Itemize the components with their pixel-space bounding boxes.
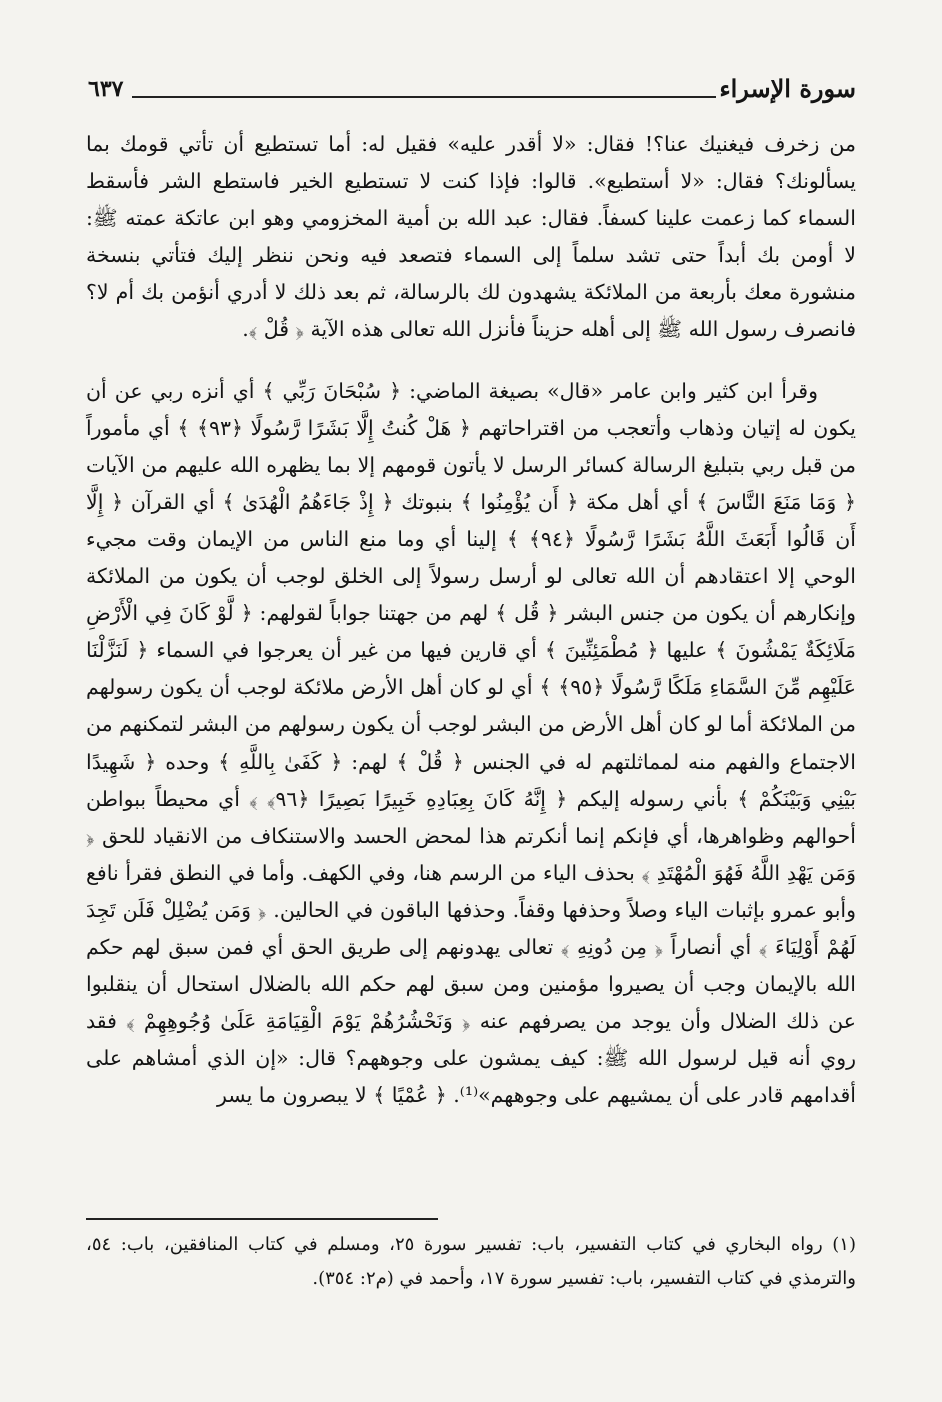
main-text [86, 126, 856, 1114]
paragraph-2: وقرأ ابن كثير وابن عامر «قال» بصيغة الماضي: ﴿ سُبْحَانَ رَبِّي ﴾ أي أنزه ربي عن أن يكون له إتيان وذهاب وأتعجب من اقتراحاتهم ﴿ هَلْ كُنتُ إِلَّا بَشَرًا رَّسُولًا ﴿٩٣﴾ ﴾ أي مأموراً من قبل ربي بتبليغ الرسالة كسائر الرسل لا يأتون قومهم إلا بما يظهره الله عليهم من الآيات ﴿ وَمَا مَنَعَ النَّاسَ ﴾ أي أهل مكة ﴿ أَن يُؤْمِنُوا ﴾ بنبوتك ﴿ إِذْ جَاءَهُمُ الْهُدَىٰ ﴾ أي القرآن ﴿ إِلَّا أَن قَالُوا أَبَعَثَ اللَّهُ بَشَرًا رَّسُولًا ﴿٩٤﴾ ﴾ إلينا أي وما منع الناس من الإيمان وقت مجيء الوحي إلا اعتقادهم أن الله تعالى لو أرسل رسولاً إلى الخلق لوجب أن يكون من الملائكة وإنكارهم أن يكون من جنس البشر ﴿ قُل ﴾ لهم من جهتنا جواباً لقولهم: ﴿ لَّوْ كَانَ فِي الْأَرْضِ مَلَائِكَةٌ يَمْشُونَ ﴾ عليها ﴿ مُطْمَئِنِّينَ ﴾ أي قارين فيها من غير أن يعرجوا في السماء ﴿ لَنَزَّلْنَا عَلَيْهِم مِّنَ السَّمَاءِ مَلَكًا رَّسُولًا ﴿٩٥﴾ ﴾ أي لو كان أهل الأرض ملائكة لوجب أن يكون رسولهم من الملائكة أما لو كان أهل الأرض من البشر لوجب أن يكون رسولهم من البشر لتمكنهم من الاجتماع والفهم منه لمماثلتهم له في الجنس ﴿ قُلْ ﴾ لهم: ﴿ كَفَىٰ بِاللَّهِ ﴾ وحده ﴿ شَهِيدًا بَيْنِي وَبَيْنَكُمْ ﴾ بأني رسوله إليكم ﴿ إِنَّهُ كَانَ بِعِبَادِهِ خَبِيرًا بَصِيرًا ﴿٩٦﴾ ﴾ أي محيطاً ببواطن أحوالهم وظواهرها، أي فإنكم إنما أنكرتم هذا لمحض الحسد والاستنكاف من الانقياد للحق ﴿ وَمَن يَهْدِ اللَّهُ فَهُوَ الْمُهْتَدِ ﴾ بحذف الياء من الرسم هنا، وفي الكهف. وأما في النطق فقرأ نافع وأبو عمرو بإثبات الياء وصلاً وحذفها وقفاً. وحذفها الباقون في الحالين. ﴿ وَمَن يُضْلِلْ فَلَن تَجِدَ لَهُمْ أَوْلِيَاءَ ﴾ أي أنصاراً ﴿ مِن دُونِهِ ﴾ تعالى يهدونهم إلى طريق الحق أي فمن سبق لهم حكم الله بالإيمان وجب أن يصيروا مؤمنين ومن سبق لهم حكم الله بالضلال استحال أن ينقلبوا عن ذلك الضلال وأن يوجد من يصرفهم عنه ﴿ وَنَحْشُرُهُمْ يَوْمَ الْقِيَامَةِ عَلَىٰ وُجُوهِهِمْ ﴾ فقد روي أنه قيل لرسول الله ﷺ: كيف يمشون على وجوههم؟ قال: «إن الذي أمشاهم على أقدامهم قادر على أن يمشيهم على وجوههم»⁽¹⁾. ﴿ عُمْيًا ﴾ لا يبصرون ما يسر [86, 378, 856, 1108]
footnote-separator [86, 1218, 438, 1220]
paragraph-1: من زخرف فيغنيك عنا؟! فقال: «لا أقدر عليه» فقيل له: أما تستطيع أن تأتي قومك بما يسألونك؟ فقال: «لا أستطيع». قالوا: فإذا كنت لا تستطيع الخير فاستطع الشر فأسقط السماء كما زعمت علينا كسفاً. فقال: عبد الله بن أمية المخزومي وهو ابن عاتكة عمته ﷺ: لا أومن بك أبداً حتى تشد سلماً إلى السماء فتصعد فيه ونحن ننظر إليك فتأتي بنسخة منشورة معك بأربعة من الملائكة يشهدون لك بالرسالة، ثم بعد ذلك لا أدري أنؤمن بك أم لا؟ فانصرف رسول الله ﷺ إلى أهله حزيناً فأنزل الله تعالى هذه الآية ﴿ قُلْ ﴾. [86, 132, 856, 342]
header-rule [132, 96, 716, 98]
page-number: ٦٣٧ [88, 76, 124, 102]
page-header [88, 70, 856, 110]
footnote: (١) رواه البخاري في كتاب التفسير، باب: تفسير سورة ٢٥، ومسلم في كتاب المنافقين، باب: ٥٤، والترمذي في كتاب التفسير، باب: تفسير سورة ١٧، وأحمد في (م٢: ٣٥٤). [86, 1234, 856, 1289]
surah-title: سورة الإسراء [719, 74, 856, 103]
